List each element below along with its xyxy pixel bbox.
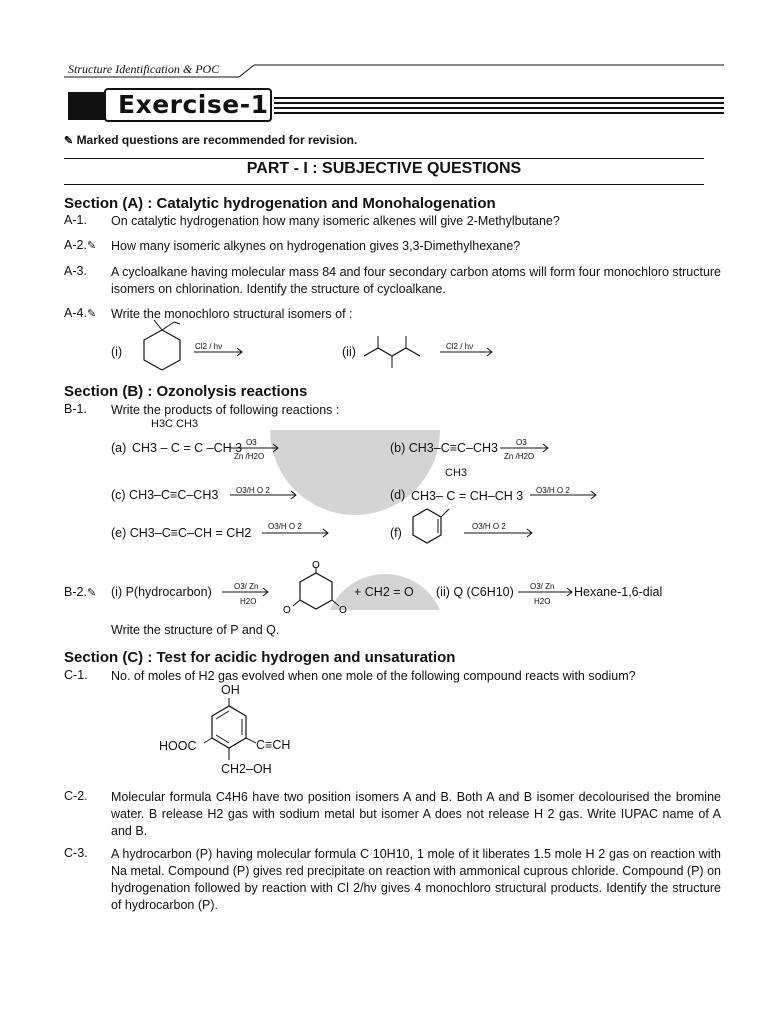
- divider: [64, 184, 704, 185]
- hydroxyl-label: OH: [221, 683, 240, 697]
- formaldehyde: + CH2 = O: [354, 585, 414, 599]
- ethynyl-label: C≡CH: [256, 738, 291, 752]
- cyclohexane-structure: [124, 320, 254, 380]
- question-text: Write the monochloro structural isomers of :: [111, 307, 353, 321]
- section-c-title: Section (C) : Test for acidic hydrogen and unsaturation: [64, 649, 456, 666]
- chapter-header: Structure Identification & POC: [68, 62, 220, 76]
- question-number: A-4.✎: [64, 306, 97, 320]
- section-b-title: Section (B) : Ozonolysis reactions: [64, 383, 308, 400]
- pencil-icon: ✎: [64, 135, 74, 147]
- methyl-group: CH3: [445, 467, 468, 479]
- reagent-label: O3/ Zn: [234, 582, 259, 591]
- reagent-label: O3/H O 2: [236, 486, 270, 495]
- arrow-icon: [500, 443, 552, 453]
- reagent-label: O3/ Zn: [530, 582, 555, 591]
- methyl-groups: H3C CH3: [151, 418, 199, 430]
- svg-text:O: O: [283, 605, 291, 616]
- question-number: C-1.: [64, 668, 88, 682]
- arrow-icon: [518, 587, 574, 597]
- compound-q: (ii) Q (C6H10): [436, 585, 514, 599]
- reaction-e-formula: (e) CH3–C≡C–CH = CH2: [111, 526, 252, 540]
- question-text: A hydrocarbon (P) having molecular formula C 10H10, 1 mole of it liberates 1.5 mole H 2 gas on reaction with Na metal. Compound (P) gives red precipitate on reaction with ammonical cuprous chloride. Compound (P) on hydrogenation followed by reaction with Cl 2/hν gives 4 monochloro structural products. Identify the structure of hydrocarbon (P).: [111, 847, 721, 912]
- reagent-label: Cl2 / hν: [446, 342, 474, 351]
- dimethylpentane-structure: [360, 330, 500, 370]
- section-a-title: Section (A) : Catalytic hydrogenation and Monohalogenation: [64, 195, 496, 212]
- compound-p: (i) P(hydrocarbon): [111, 585, 212, 599]
- question-number: B-1.: [64, 402, 87, 416]
- question-text: How many isomeric alkynes on hydrogenation gives 3,3-Dimethylhexane?: [111, 239, 521, 253]
- exercise-title: Exercise-1: [118, 90, 269, 119]
- question-number: A-2.✎: [64, 238, 97, 252]
- hydroxymethyl-label: CH2–OH: [221, 762, 272, 776]
- reaction-a-label: (a): [111, 441, 127, 455]
- question-text: A cycloalkane having molecular mass 84 and four secondary carbon atoms will form four monochloro structure isomers on chlorination. Identify the structure of cycloalkane.: [111, 265, 722, 296]
- svg-text:O: O: [312, 560, 320, 571]
- question-number: A-3.: [64, 264, 87, 278]
- svg-text:O: O: [339, 605, 347, 616]
- cyclohexanetrione-structure: [278, 560, 350, 622]
- benzene-ring-structure: [200, 698, 260, 764]
- reaction-b-formula: (b) CH3–C≡C–CH3: [390, 441, 499, 455]
- label-i: (i): [111, 345, 123, 359]
- arrow-icon: [222, 587, 272, 597]
- pencil-icon: ✎: [86, 308, 97, 320]
- revision-note: ✎ Marked questions are recommended for revision.: [64, 133, 358, 147]
- reagent-label: O3: [246, 438, 257, 447]
- question-number: B-2.✎: [64, 585, 97, 599]
- carboxyl-label: HOOC: [159, 739, 197, 753]
- label-ii: (ii): [342, 345, 356, 359]
- question-text: No. of moles of H2 gas evolved when one mole of the following compound reacts with sodium?: [111, 669, 636, 683]
- reaction-a-formula: CH3 – C = C –CH 3: [132, 441, 243, 455]
- reaction-f-label: (f): [390, 526, 402, 540]
- reaction-c-formula: (c) CH3–C≡C–CH3: [111, 488, 219, 502]
- question-number: C-3.: [64, 846, 88, 860]
- arrow-icon: [530, 490, 600, 500]
- reagent-label: O3/H O 2: [268, 522, 302, 531]
- question-text: Write the products of following reactions :: [111, 403, 340, 417]
- reagent-label: H2O: [534, 597, 551, 606]
- reagent-label: O3/H O 2: [536, 486, 570, 495]
- question-text: Molecular formula C4H6 have two position isomers A and B. Both A and B isomer decolourised the bromine water. B release H2 gas with sodium metal but isomer A does not release H 2 gas. Write IUPAC name of A and B.: [111, 790, 721, 838]
- product-label: Hexane-1,6-dial: [574, 585, 663, 599]
- divider: [64, 158, 704, 159]
- question-number: C-2.: [64, 789, 88, 803]
- pencil-icon: ✎: [86, 240, 97, 252]
- question-text: Write the structure of P and Q.: [111, 623, 280, 637]
- question-text: On catalytic hydrogenation how many isomeric alkenes will give 2-Methylbutane?: [111, 214, 560, 228]
- pencil-icon: ✎: [86, 587, 97, 599]
- arrow-icon: [262, 528, 332, 538]
- reagent-label: Zn /H2O: [234, 452, 265, 461]
- methylcyclohexene-structure: [405, 505, 455, 550]
- reaction-d-label: (d): [390, 488, 406, 502]
- reagent-label: O3: [516, 438, 527, 447]
- reagent-label: O3/H O 2: [472, 522, 506, 531]
- reaction-d-formula: CH3– C = CH–CH 3: [411, 489, 524, 503]
- arrow-icon: [230, 490, 300, 500]
- reagent-label: Cl2 / hν: [195, 342, 223, 351]
- question-number: A-1.: [64, 213, 87, 227]
- arrow-icon: [464, 528, 536, 538]
- arrow-icon: [230, 443, 282, 453]
- reagent-label: H2O: [240, 597, 257, 606]
- part-title: PART - I : SUBJECTIVE QUESTIONS: [246, 160, 522, 177]
- reagent-label: Zn /H2O: [504, 452, 535, 461]
